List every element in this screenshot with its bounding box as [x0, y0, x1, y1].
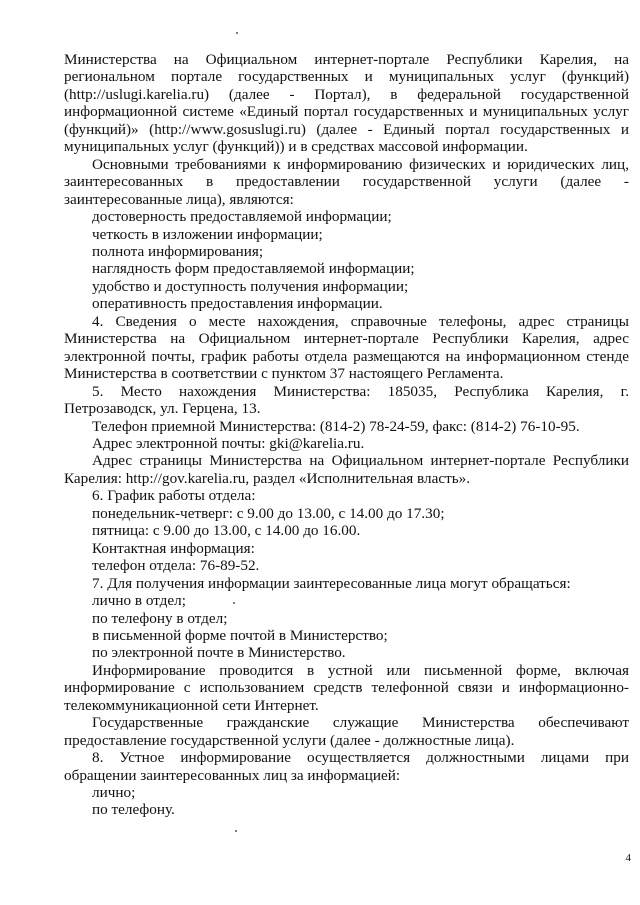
paragraph-informing-forms: Информирование проводится в устной или письменной форме, включая информирование с использованием средств телефонной связи и информационно-телекоммуникационной сети Интернет. — [64, 661, 629, 714]
scan-speck — [236, 32, 238, 34]
paragraph-email: Адрес электронной почты: gki@karelia.ru. — [92, 434, 365, 452]
paragraph-continuation-portals: Министерства на Официальном интернет-портале Республики Карелия, на региональном портале государственных и муниципальных услуг (функций) (http://uslugi.karelia.ru) (далее - Портал), в федеральной государственной информационной системе «Единый портал государственных и муниципальных услуг (функций)» (http://www.gosuslugi.ru) (далее - Единый портал государственных и муниципальных услуг (функций)) и в средствах массовой информации. — [64, 51, 629, 156]
schedule-friday: пятница: с 9.00 до 13.00, с 14.00 до 16.00. — [92, 522, 361, 540]
list-item-completeness: полнота информирования; — [92, 242, 264, 260]
list-item-promptness: оперативность предоставления информации. — [92, 295, 383, 313]
paragraph-phone-fax: Телефон приемной Министерства: (814-2) 78-24-59, факс: (814-2) 76-10-95. — [92, 417, 580, 435]
paragraph-section-4: 4. Сведения о месте нахождения, справочные телефоны, адрес страницы Министерства на Официальном интернет-портале Республики Карелия, адрес электронной почты, график работы отдела размещаются на информационном стенде Министерства в соответствии с пунктом 37 настоящего Регламента. — [64, 312, 629, 383]
paragraph-web-page: Адрес страницы Министерства на Официальном интернет-портале Республики Карелия: http://gov.karelia.ru, раздел «Исполнительная власть». — [64, 452, 629, 487]
paragraph-section-8: 8. Устное информирование осуществляется должностными лицами при обращении заинтересованных лиц за информацией: — [64, 749, 629, 784]
list-item-by-email: по электронной почте в Министерство. — [92, 644, 346, 662]
list-item-reliability: достоверность предоставляемой информации; — [92, 208, 392, 226]
paragraph-department-phone: телефон отдела: 76-89-52. — [92, 557, 260, 575]
paragraph-section-7: 7. Для получения информации заинтересованные лица могут обращаться: — [92, 574, 571, 592]
page-number: 4 — [625, 852, 631, 864]
list-item-by-phone: по телефону в отдел; — [92, 609, 228, 627]
scan-speck — [233, 602, 235, 604]
list-item-in-person: лично в отдел; — [92, 592, 186, 610]
paragraph-civil-servants: Государственные гражданские служащие Министерства обеспечивают предоставление государственной услуги (далее - должностные лица). — [64, 714, 629, 749]
list-item-by-mail: в письменной форме почтой в Министерство; — [92, 626, 388, 644]
schedule-mon-thu: понедельник-четверг: с 9.00 до 13.00, с 14.00 до 17.30; — [92, 504, 445, 522]
paragraph-contact-info: Контактная информация: — [92, 539, 255, 557]
paragraph-section-6-schedule: 6. График работы отдела: — [92, 487, 256, 505]
list-item-clarity: четкость в изложении информации; — [92, 225, 323, 243]
scan-speck — [235, 830, 237, 832]
paragraph-section-5-address: 5. Место нахождения Министерства: 185035, Республика Карелия, г. Петрозаводск, ул. Герцена, 13. — [64, 382, 629, 418]
list-item-telephone: по телефону. — [92, 801, 175, 819]
list-item-personally: лично; — [92, 784, 136, 802]
paragraph-requirements-intro: Основными требованиями к информированию физических и юридических лиц, заинтересованных в предоставлении государственной услуги (далее - заинтересованные лица), являются: — [64, 155, 629, 208]
document-body — [64, 51, 629, 819]
list-item-accessibility: удобство и доступность получения информации; — [92, 277, 409, 295]
list-item-visual-forms: наглядность форм предоставляемой информации; — [92, 260, 415, 278]
